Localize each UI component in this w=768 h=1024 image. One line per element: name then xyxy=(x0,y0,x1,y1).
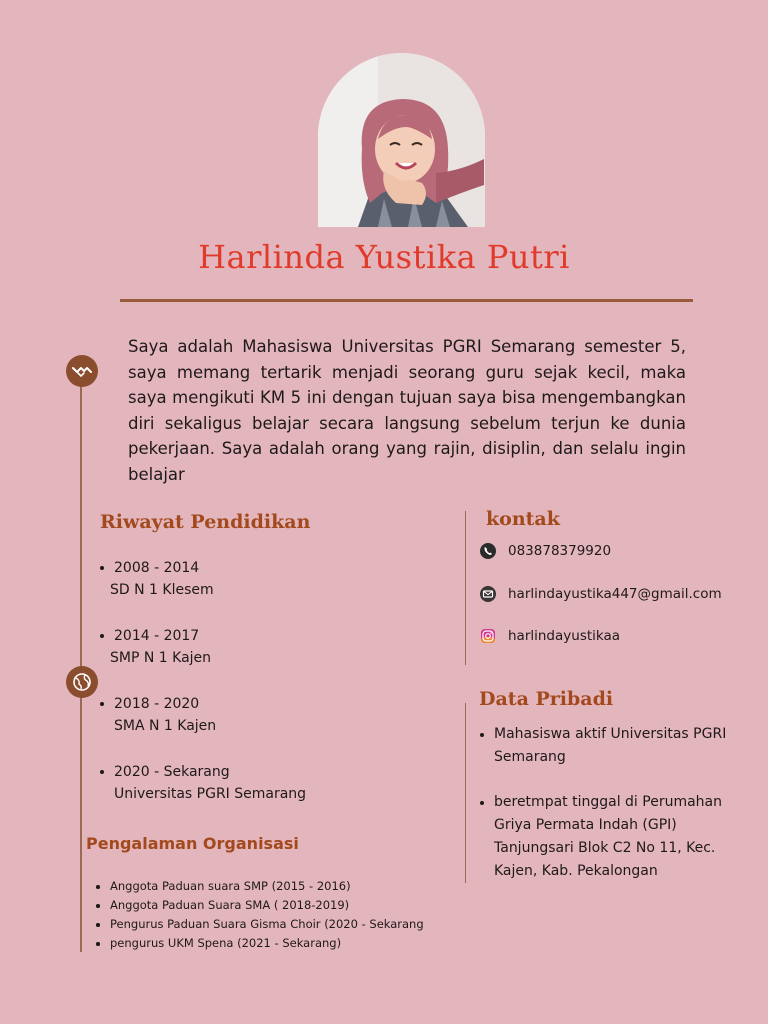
education-heading: Riwayat Pendidikan xyxy=(100,511,311,533)
profile-name: Harlinda Yustika Putri xyxy=(198,238,570,276)
timeline-line xyxy=(80,372,82,952)
mail-icon xyxy=(480,586,496,602)
education-item xyxy=(96,625,426,669)
organization-heading: Pengalaman Organisasi xyxy=(86,834,299,853)
organization-item: Anggota Paduan Suara SMA ( 2018-2019) xyxy=(92,896,472,915)
organization-item: Pengurus Paduan Suara Gisma Choir (2020 - Sekarang xyxy=(92,915,472,934)
personal-item: beretmpat tinggal di Perumahan Griya Permata Indah (GPI) Tanjungsari Blok C2 No 11, Kec. Kajen, Kab. Pekalongan xyxy=(478,791,738,883)
education-school: SD N 1 Klesem xyxy=(110,582,214,598)
education-item xyxy=(96,761,426,805)
contact-instagram-text: harlindayustikaa xyxy=(508,628,621,644)
education-years: 2008 - 2014 xyxy=(114,560,200,576)
title-divider xyxy=(120,299,693,302)
education-item xyxy=(96,693,426,737)
organization-list xyxy=(92,877,472,953)
education-years: 2018 - 2020 xyxy=(114,696,200,712)
phone-icon xyxy=(480,543,496,559)
globe-icon xyxy=(66,666,98,698)
organization-item: pengurus UKM Spena (2021 - Sekarang) xyxy=(92,934,472,953)
organization-item: Anggota Paduan suara SMP (2015 - 2016) xyxy=(92,877,472,896)
contact-email-text: harlindayustika447@gmail.com xyxy=(508,586,722,602)
education-list xyxy=(96,557,426,829)
contact-heading: kontak xyxy=(486,508,560,530)
education-years: 2014 - 2017 xyxy=(114,628,200,644)
contact-instagram[interactable] xyxy=(480,628,740,644)
education-school: SMP N 1 Kajen xyxy=(110,650,212,666)
contact-email[interactable] xyxy=(480,586,740,602)
education-item xyxy=(96,557,426,601)
education-years: 2020 - Sekarang xyxy=(114,764,230,780)
instagram-icon xyxy=(480,628,496,644)
contact-phone[interactable] xyxy=(480,543,740,559)
profile-photo xyxy=(318,53,485,227)
personal-heading: Data Pribadi xyxy=(479,688,614,710)
handshake-icon xyxy=(66,355,98,387)
about-paragraph: Saya adalah Mahasiswa Universitas PGRI Semarang semester 5, saya memang tertarik menjadi seorang guru sejak kecil, maka saya mengikuti KM 5 ini dengan tujuan saya bisa mengembangkan diri sekaligus belajar secara langsung sebelum terjun ke dunia pekerjaan. Saya adalah orang yang rajin, disiplin, dan selalu ingin belajar xyxy=(128,337,686,484)
personal-item: Mahasiswa aktif Universitas PGRI Semarang xyxy=(478,723,738,769)
profile-photo-illustration xyxy=(318,53,485,227)
column-separator xyxy=(465,703,466,883)
personal-list xyxy=(478,723,738,905)
education-school: Universitas PGRI Semarang xyxy=(114,786,307,802)
education-school: SMA N 1 Kajen xyxy=(114,718,217,734)
column-separator xyxy=(465,511,466,665)
contact-phone-text: 083878379920 xyxy=(508,543,612,559)
